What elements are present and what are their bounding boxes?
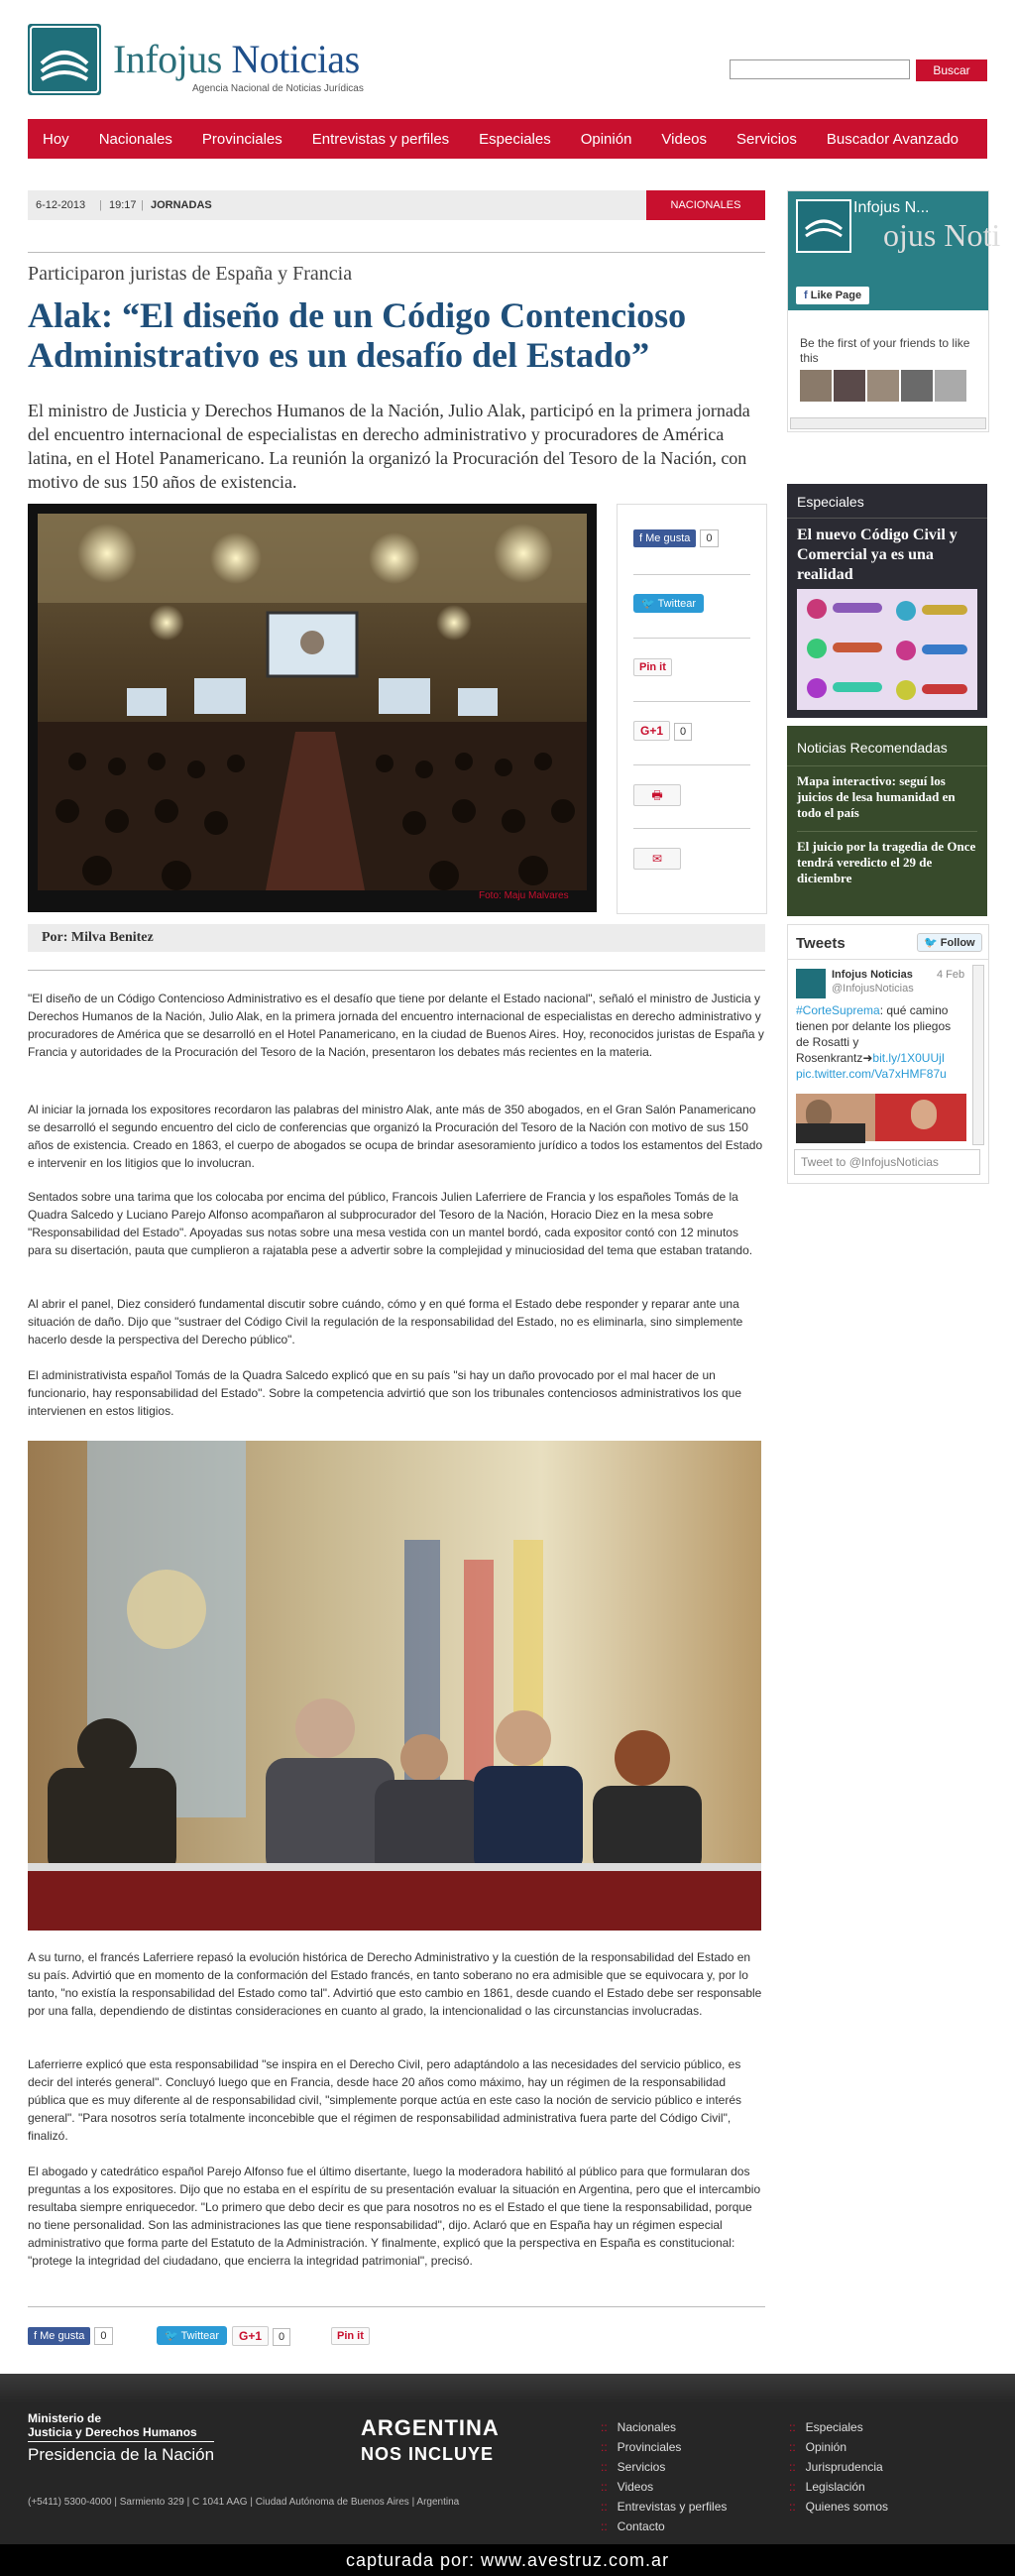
nav-item-videos[interactable]: Videos	[661, 130, 708, 148]
logo-subtitle: Agencia Nacional de Noticias Jurídicas	[192, 83, 364, 94]
book-logo-icon	[796, 199, 851, 253]
footer-link-entrevistas[interactable]: :: Entrevistas y perfiles	[601, 2500, 728, 2514]
nav-item-hoy[interactable]: Hoy	[43, 130, 69, 148]
article-tag[interactable]: JORNADAS	[151, 199, 212, 211]
recomendada-item-link[interactable]: Mapa interactivo: seguí los juicios de lesa humanidad en todo el país	[797, 773, 956, 820]
google-plus-button[interactable]: G+1	[633, 721, 670, 741]
especiales-thumbnail[interactable]	[797, 589, 977, 710]
site-footer	[0, 2374, 1015, 2544]
tweet-author[interactable]: Infojus Noticias	[832, 969, 913, 981]
footer-links-b	[789, 2417, 888, 2517]
article-meta-bar: 6-12-2013 | 19:17 | JORNADAS	[28, 190, 765, 220]
avatar[interactable]	[800, 370, 832, 402]
article-paragraph: Al iniciar la jornada los expositores recordaron las palabras del ministro Alak, ante más de 350 abogados, en el Gran Salón Panamericano se desarrolló el segundo encuentro del ciclo de conferencias que organizó la Procuración del Tesoro de la Nación con motivo de sus 150 años de existencia. Creado en 1863, el cuerpo de abogados se ocupa de brindar asesoramiento jurídico a todos los estamentos del Estado e intervenir en los litigios que lo involucran.	[28, 1103, 763, 1170]
gplus-count-bottom: 0	[273, 2328, 290, 2346]
book-logo-icon	[28, 24, 101, 95]
tweet-handle: @InfojusNoticias	[832, 983, 914, 995]
facebook-like-button[interactable]: f Me gusta	[633, 529, 696, 547]
panel-photo	[28, 1441, 761, 1931]
twitter-avatar[interactable]	[796, 969, 826, 998]
main-nav	[28, 119, 987, 159]
footer-link-opinion[interactable]: :: Opinión	[789, 2440, 847, 2454]
vertical-scrollbar[interactable]	[972, 965, 984, 1145]
capture-watermark: capturada por: www.avestruz.com.ar	[0, 2544, 1015, 2576]
facebook-friend-avatars	[800, 370, 966, 407]
facebook-page-name[interactable]: Infojus N...	[853, 199, 930, 216]
search-button[interactable]: Buscar	[916, 59, 987, 81]
footer-link-contacto[interactable]: :: Contacto	[601, 2519, 665, 2533]
article-kicker: Participaron juristas de España y Francia	[28, 263, 353, 285]
avatar[interactable]	[867, 370, 899, 402]
nav-item-opinion[interactable]: Opinión	[580, 130, 632, 148]
avatar[interactable]	[935, 370, 966, 402]
like-count: 0	[700, 529, 718, 547]
pinterest-button-bottom[interactable]: Pin it	[331, 2327, 370, 2345]
twitter-tweet-button[interactable]: 🐦 Twittear	[633, 594, 704, 613]
article-paragraph: Laferrierre explicó que esta responsabilidad "se inspira en el Derecho Civil, pero adaptándolo a las necesidades del servicio público, es decir del interés general". Concluyó luego que en Francia, desde hace 20 años como máximo, hay un régimen de la responsabilidad pública que es muy diferente al de responsabilidad civil, "simplemente porque actúa en este caso la noción de servicio público e interés general". "Para nosotros sería totalmente inconcebible que el régimen de responsabilidad administrativa fuera parte del Código Civil", finalizó.	[28, 2057, 742, 2143]
facebook-cover-title: ojus Noti	[883, 217, 1001, 253]
tweet-to-input[interactable]: Tweet to @InfojusNoticias	[794, 1149, 980, 1175]
search-input[interactable]	[730, 59, 910, 79]
article-paragraph: Sentados sobre una tarima que los colocaba por encima del público, Francois Julien Laferriere de Francia y los españoles Tomás de la Quadra Salcedo y Luciano Parejo Alfonso acompañaron al subprocurador del Tesoro de la Nación, Horacio Diez en la mesa sobre "Responsabilidad del Estado". Apoyadas sus notas sobre una mesa vestida con un mantel bordó, cada expositor contó con 12 minutos para su disertación, pauta que cumplieron a rajatabla pese a advertir sobre la complejidad y minuciosidad del tema que estaban tratando.	[28, 1190, 753, 1257]
footer-link-jurisprudencia[interactable]: :: Jurisprudencia	[789, 2460, 883, 2474]
conference-hall-image	[38, 514, 587, 890]
footer-link-nacionales[interactable]: :: Nacionales	[601, 2420, 677, 2434]
recomendadas-box	[787, 726, 987, 916]
article-byline: Por: Milva Benitez	[42, 930, 154, 945]
article-paragraph: El administrativista español Tomás de la Quadra Salcedo explicó que en su país "si hay un daño provocado por el mal hacer de un funcionario, hay responsabilidad del Estado". Sobre la competencia advirtió que son los tribunales contenciosos administrativos los que intervienen en estos litigios.	[28, 1368, 742, 1418]
article-time: 19:17	[109, 199, 137, 211]
twitter-follow-button[interactable]: 🐦 Follow	[917, 933, 982, 952]
twitter-timeline-widget	[787, 924, 989, 1184]
argentina-nos-incluye-logo: ARGENTINA NOS INCLUYE	[361, 2415, 500, 2464]
pinterest-button[interactable]: Pin it	[633, 658, 672, 676]
article-photo	[28, 504, 597, 912]
article-paragraph: A su turno, el francés Laferriere repasó la evolución histórica de Derecho Administrativo y la cuestión de la responsabilidad del Estado en su país. Advirtió que en momento de la conformación del Estado francés, en tanto soberano no era admisible que se equivocara y, por lo tanto, "no existía la responsabilidad del Estado como tal". Advirtió que esto cambio en 1861, desde cuando el Estado debe ser responsable por una falla, dependiendo de distintas consideraciones en cuanto al grado, la intencionalidad o las circunstancias involucradas.	[28, 1950, 762, 2018]
facebook-cover	[788, 191, 1001, 310]
facebook-like-page-button[interactable]: f Like Page	[796, 287, 869, 304]
site-logo[interactable]	[28, 24, 444, 99]
section-badge[interactable]: NACIONALES	[646, 190, 765, 220]
twitter-tweet-button-bottom[interactable]: 🐦 Twittear	[157, 2326, 227, 2345]
byline-bar	[28, 924, 765, 952]
tweet-text: #CorteSuprema: qué camino tienen por delante los pliegos de Rosatti y Rosenkrantz➜bit.ly/1X0UUjI pic.twitter.com/Va7xHMF87u	[796, 1003, 952, 1081]
nav-item-provinciales[interactable]: Provinciales	[201, 130, 282, 148]
facebook-like-button-bottom[interactable]: f Me gusta	[28, 2327, 90, 2345]
nav-item-servicios[interactable]: Servicios	[736, 130, 797, 148]
share-panel	[617, 504, 767, 914]
recomendadas-title: Noticias Recomendadas	[797, 740, 948, 756]
horizontal-scrollbar[interactable]	[790, 417, 986, 429]
footer-link-provinciales[interactable]: :: Provinciales	[601, 2440, 682, 2454]
footer-link-quienes-somos[interactable]: :: Quienes somos	[789, 2500, 889, 2514]
logo-title: Infojus Noticias	[113, 37, 360, 81]
nav-item-buscador[interactable]: Buscador Avanzado	[826, 130, 959, 148]
facebook-page-widget	[787, 190, 1001, 432]
nav-item-nacionales[interactable]: Nacionales	[98, 130, 172, 148]
google-plus-button-bottom[interactable]: G+1	[232, 2326, 269, 2346]
tweets-title: Tweets	[796, 935, 846, 952]
like-count-bottom: 0	[94, 2327, 112, 2345]
divider	[28, 970, 765, 971]
especiales-box	[787, 484, 987, 718]
email-icon[interactable]: ✉	[633, 848, 681, 870]
nav-item-entrevistas[interactable]: Entrevistas y perfiles	[311, 130, 450, 148]
print-icon[interactable]: 🖶	[633, 784, 681, 806]
facebook-friends-text: Be the first of your friends to like this	[800, 336, 970, 365]
divider	[28, 2306, 765, 2307]
footer-link-legislacion[interactable]: :: Legislación	[789, 2480, 865, 2494]
footer-address: (+5411) 5300-4000 | Sarmiento 329 | C 1041 AAG | Ciudad Autónoma de Buenos Aires | Argentina	[28, 2497, 460, 2508]
article-paragraph: El abogado y catedrático español Parejo Alfonso fue el último disertante, luego la moderadora habilitó al público para que formularan dos preguntas a los expositores. Dijo que no estaba en el espíritu de su presentación evaluar la situación en Argentina, pero que el intercambio resultaba siempre enriquecedor. "Lo primero que debo decir es que para nosotros no es el Estado el que tiene la responsabilidad, porque no tiene personalidad. Son las administraciones las que tiene responsabilidad", dijo. Aclaró que en España hay un régimen especial administrativo que forma parte del Estatuto de la Administración. Y finalmente, explicó que la perspectiva en España es constitucional: "protege la integridad del ciudadano, que encierra la integridad patrimonial", precisó.	[28, 2165, 761, 2268]
article-paragraph: "El diseño de un Código Contencioso Administrativo es el desafío que tiene por delante el Estado nacional", señaló el ministro de Justicia y Derechos Humanos de la Nación, Julio Alak, en la primera jornada del encuentro internacional de especialistas en derecho administrativo y procuradores de América que se desarrolló en el Hotel Panamericano, en la ciudad de Buenos Aires. Hoy, reconocidos juristas de España y Francia y autoridades de la Procuración del Tesoro de la Nación, presentaron los debates más recientes en la materia.	[28, 992, 764, 1059]
article-lead: El ministro de Justicia y Derechos Humanos de la Nación, Julio Alak, participó en la primera jornada del encuentro internacional de especialistas en derecho administrativo y procuradores de América latina, en el Hotel Panamericano. La reunión la organizó la Procuración del Tesoro de la Nación, con motivo de sus 150 años de existencia.	[28, 401, 750, 492]
nav-item-especiales[interactable]: Especiales	[479, 130, 551, 148]
footer-link-videos[interactable]: :: Videos	[601, 2480, 654, 2494]
recomendada-item-link[interactable]: El juicio por la tragedia de Once tendrá veredicto el 29 de diciembre	[797, 839, 976, 885]
bottom-share	[28, 2326, 113, 2345]
especiales-title: Especiales	[797, 494, 864, 510]
footer-links-a	[601, 2417, 727, 2536]
especiales-item-link[interactable]: El nuevo Código Civil y Comercial ya es una realidad	[797, 527, 958, 583]
tweet-date[interactable]: 4 Feb	[937, 969, 965, 981]
avatar[interactable]	[901, 370, 933, 402]
gplus-count: 0	[674, 723, 692, 741]
footer-link-especiales[interactable]: :: Especiales	[789, 2420, 863, 2434]
article-paragraph: Al abrir el panel, Diez consideró fundamental discutir sobre cuándo, cómo y en qué forma el Estado debe responder y reparar ante una situación de daño. Dijo que "sustraer del Código Civil la regulación de la responsabilidad del Estado, no es eliminarla, sino simplemente hacerlo desde la perspectiva del Derecho público".	[28, 1297, 743, 1347]
photo-credit: Foto: Maju Malvares	[479, 890, 569, 901]
divider	[28, 252, 765, 253]
article-headline: Alak: “El diseño de un Código Contencioso Administrativo es un desafío del Estado”	[28, 295, 687, 375]
footer-link-servicios[interactable]: :: Servicios	[601, 2460, 666, 2474]
ministry-logo[interactable]: Ministerio de Justicia y Derechos Humanos Presidencia de la Nación	[28, 2411, 215, 2464]
avatar[interactable]	[834, 370, 865, 402]
article-date: 6-12-2013	[36, 199, 86, 211]
tweet-image[interactable]	[796, 1094, 966, 1141]
